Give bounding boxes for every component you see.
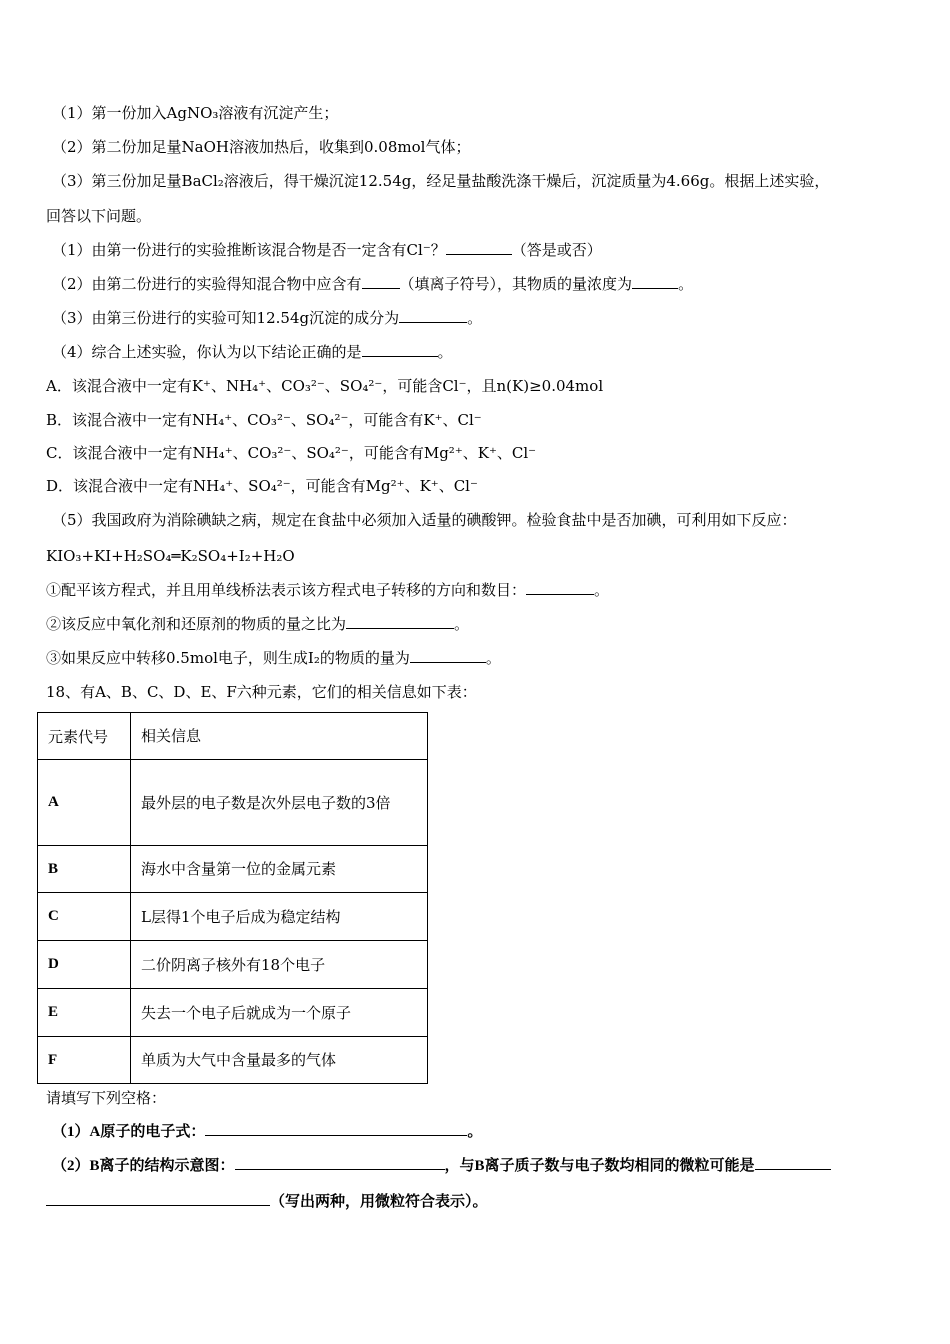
table-header-row	[38, 713, 428, 760]
table-row	[38, 1037, 428, 1084]
element-info: L层得1个电子后成为稳定结构	[131, 893, 428, 941]
fill-instruction: 请填写下列空格：	[46, 1089, 167, 1107]
equation: KIO₃+KI+H₂SO₄═K₂SO₄+I₂+H₂O	[46, 547, 295, 565]
element-code: F	[38, 1037, 131, 1084]
sub-question-2	[46, 614, 469, 634]
sub-question-1-end: 。	[594, 581, 610, 599]
sub-question-3	[46, 648, 501, 668]
answer-blank[interactable]	[235, 1155, 445, 1170]
element-code: B	[38, 846, 131, 893]
part-1-text: （1）A原子的电子式：	[52, 1124, 206, 1140]
option-c: C．该混合液中一定有NH₄⁺、CO₃²⁻、SO₄²⁻，可能含有Mg²⁺、K⁺、Cl⁻	[46, 444, 537, 462]
question-5-intro: （5）我国政府为消除碘缺之病，规定在食盐中必须加入适量的碘酸钾。检验食盐中是否加碘，可利用如下反应：	[52, 511, 797, 529]
part-2-tail: （写出两种，用微粒符合表示）。	[270, 1194, 488, 1210]
question-2-text-b: （填离子符号），其物质的量浓度为	[399, 275, 633, 293]
answer-blank[interactable]	[755, 1155, 831, 1170]
question-4-end: 。	[437, 343, 453, 361]
question-4	[52, 342, 453, 362]
element-info: 单质为大气中含量最多的气体	[131, 1037, 428, 1084]
answer-blank[interactable]	[362, 274, 400, 289]
question-2-text: （2）由第二份进行的实验得知混合物中应含有	[52, 275, 362, 293]
experiment-3-cont: 回答以下问题。	[46, 207, 152, 225]
option-a: A．该混合液中一定有K⁺、NH₄⁺、CO₃²⁻、SO₄²⁻，可能含Cl⁻，且n(K)≥0.04mol	[46, 377, 604, 395]
part-2	[52, 1155, 831, 1176]
answer-blank[interactable]	[410, 648, 486, 663]
answer-blank[interactable]	[362, 342, 438, 357]
header-code: 元素代号	[38, 713, 131, 760]
question-3-end: 。	[467, 309, 483, 327]
experiment-1: （1）第一份加入AgNO₃溶液有沉淀产生；	[52, 104, 339, 122]
question-3	[52, 308, 482, 328]
sub-question-3-text: ③如果反应中转移0.5mol电子，则生成I₂的物质的量为	[46, 649, 410, 667]
table-row	[38, 893, 428, 941]
sub-question-2-text: ②该反应中氧化剂和还原剂的物质的量之比为	[46, 615, 347, 633]
part-2-cont	[46, 1191, 488, 1212]
answer-blank[interactable]	[346, 614, 454, 629]
element-info: 最外层的电子数是次外层电子数的3倍	[131, 760, 428, 846]
element-info: 失去一个电子后就成为一个原子	[131, 989, 428, 1037]
answer-blank[interactable]	[205, 1121, 467, 1136]
table-row	[38, 941, 428, 989]
header-info: 相关信息	[131, 713, 428, 760]
sub-question-1-text: ①配平该方程式，并且用单线桥法表示该方程式电子转移的方向和数目：	[46, 581, 527, 599]
question-3-text: （3）由第三份进行的实验可知12.54g沉淀的成分为	[52, 309, 400, 327]
table-row	[38, 760, 428, 846]
question-4-text: （4）综合上述实验，你认为以下结论正确的是	[52, 343, 362, 361]
element-info: 二价阴离子核外有18个电子	[131, 941, 428, 989]
question-1	[52, 240, 602, 260]
sub-question-1	[46, 580, 609, 600]
answer-blank[interactable]	[399, 308, 467, 323]
option-d: D．该混合液中一定有NH₄⁺、SO₄²⁻，可能含有Mg²⁺、K⁺、Cl⁻	[46, 477, 478, 495]
answer-blank[interactable]	[632, 274, 678, 289]
answer-blank[interactable]	[446, 240, 512, 255]
answer-blank[interactable]	[46, 1191, 270, 1206]
part-1	[52, 1121, 482, 1142]
element-info-table	[37, 712, 428, 1084]
element-info: 海水中含量第一位的金属元素	[131, 846, 428, 893]
part-2-text: （2）B离子的结构示意图：	[52, 1158, 235, 1174]
sub-question-2-end: 。	[454, 615, 470, 633]
option-b: B．该混合液中一定有NH₄⁺、CO₃²⁻、SO₄²⁻，可能含有K⁺、Cl⁻	[46, 411, 482, 429]
question-2-end: 。	[678, 275, 694, 293]
part-1-end: 。	[467, 1124, 483, 1140]
sub-question-3-end: 。	[485, 649, 501, 667]
part-2-text-b: ，与B离子质子数与电子数均相同的微粒可能是	[444, 1158, 755, 1174]
answer-blank[interactable]	[526, 580, 594, 595]
question-1-tail: （答是或否）	[511, 241, 602, 259]
element-code: E	[38, 989, 131, 1037]
element-code: D	[38, 941, 131, 989]
element-code: A	[38, 760, 131, 846]
question-2	[52, 274, 693, 294]
table-row	[38, 989, 428, 1037]
question-1-text: （1）由第一份进行的实验推断该混合物是否一定含有Cl⁻？	[52, 241, 446, 259]
experiment-2: （2）第二份加足量NaOH溶液加热后，收集到0.08mol气体；	[52, 138, 471, 156]
question-18-title: 18、有A、B、C、D、E、F六种元素，它们的相关信息如下表：	[46, 683, 477, 701]
experiment-3: （3）第三份加足量BaCl₂溶液后，得干燥沉淀12.54g，经足量盐酸洗涤干燥后，沉淀质量为4.66g。根据上述实验，	[52, 172, 830, 190]
element-code: C	[38, 893, 131, 941]
table-row	[38, 846, 428, 893]
